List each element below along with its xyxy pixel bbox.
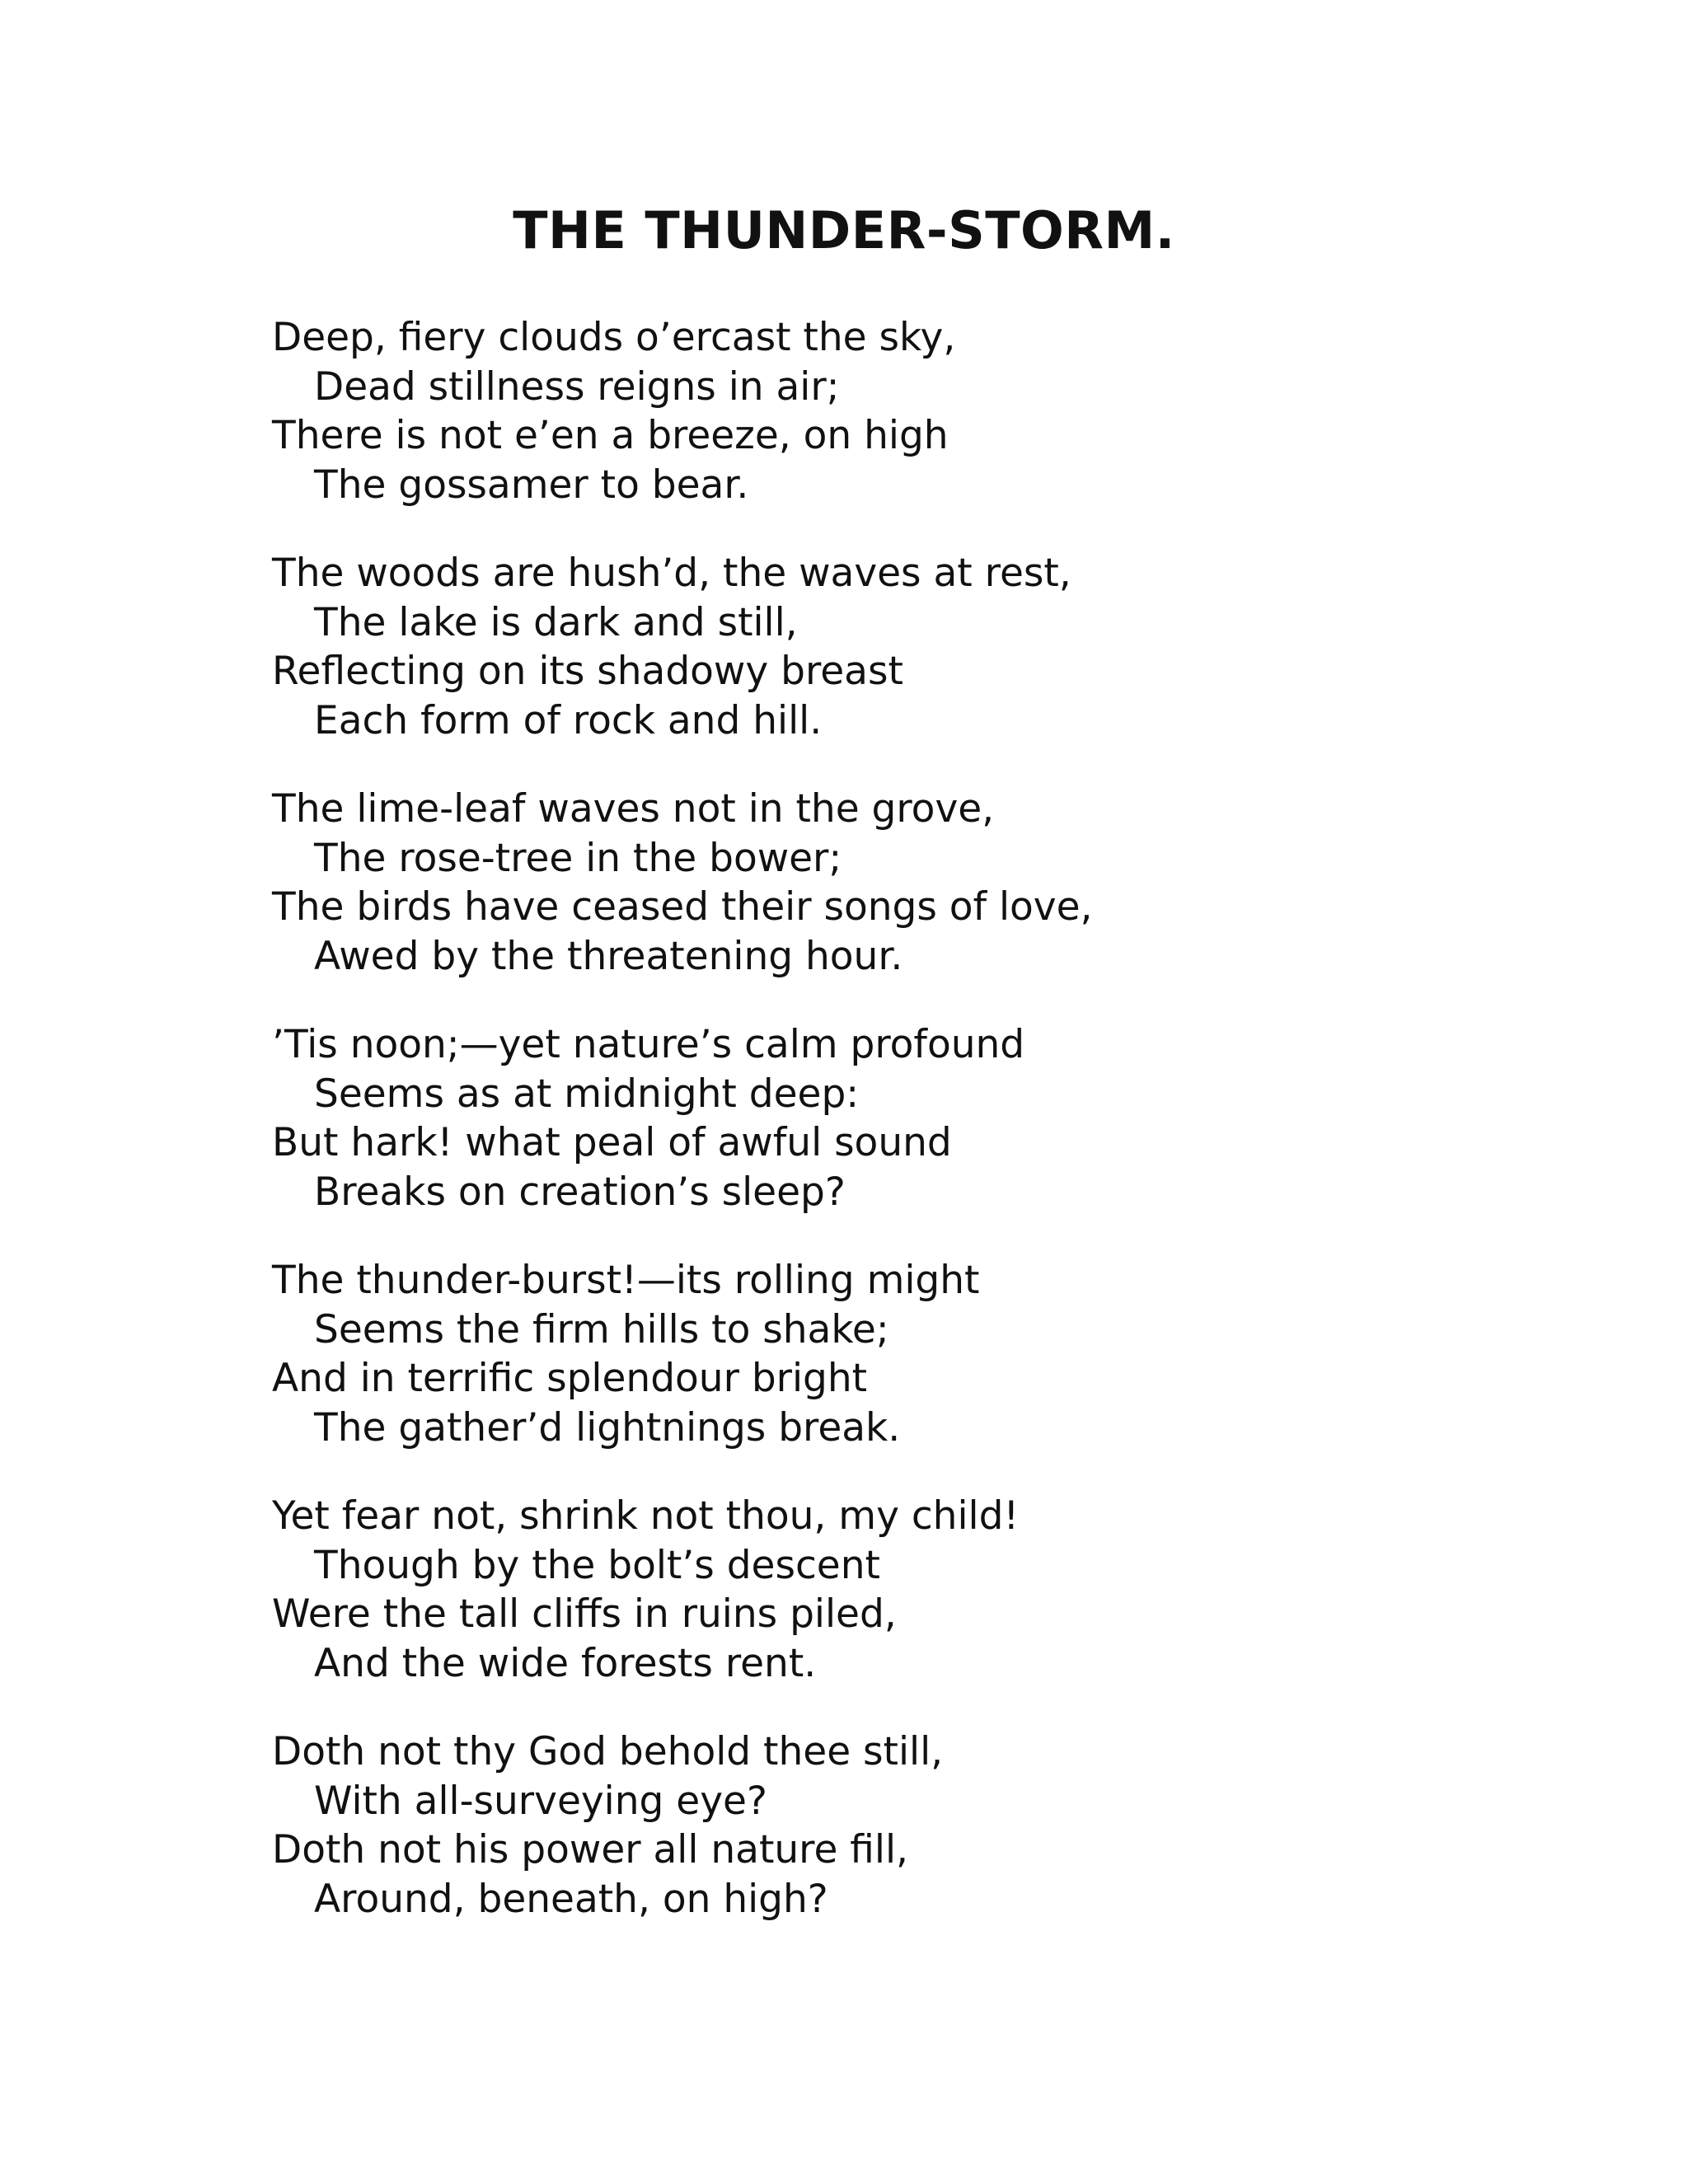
poem-line: Breaks on creation’s sleep? — [314, 1169, 846, 1215]
poem-line: And the wide forests rent. — [314, 1640, 817, 1686]
poem-line: Were the tall cliffs in ruins piled, — [272, 1591, 897, 1637]
poem-line: Doth not thy God behold thee still, — [272, 1729, 944, 1774]
poem-line: The rose-tree in the bower; — [314, 835, 842, 881]
poem-line: Doth not his power all nature fill, — [272, 1827, 908, 1872]
poem-line: There is not e’en a breeze, on high — [272, 413, 949, 458]
stanza-5 — [272, 1256, 1508, 1452]
stanza-6 — [272, 1492, 1508, 1688]
poem-line: But hark! what peal of awful sound — [272, 1120, 952, 1165]
poem-title: THE THUNDER-STORM. — [513, 200, 1175, 260]
stanza-3 — [272, 785, 1508, 981]
poem-line: ’Tis noon;—yet nature’s calm profound — [272, 1022, 1025, 1067]
poem-line: Seems as at midnight deep: — [314, 1071, 860, 1117]
poem-line: The birds have ceased their songs of love, — [272, 884, 1093, 930]
poem-line: And in terrific splendour bright — [272, 1356, 868, 1401]
poem-line: The lime-leaf waves not in the grove, — [272, 786, 995, 832]
poem-line: Reflecting on its shadowy breast — [272, 649, 903, 694]
poem-line: Seems the firm hills to shake; — [314, 1306, 889, 1352]
poem-line: The gossamer to bear. — [314, 462, 749, 508]
poem-line: The gather’d lightnings break. — [314, 1404, 901, 1451]
poem-body — [272, 313, 1508, 1963]
stanza-1 — [272, 313, 1508, 509]
poem-line: Deep, fiery clouds o’ercast the sky, — [272, 315, 956, 360]
poem-line: Awed by the threatening hour. — [314, 933, 903, 979]
stanza-2 — [272, 549, 1508, 745]
poem-line: The thunder-burst!—its rolling might — [272, 1258, 980, 1303]
poem-line: The woods are hush’d, the waves at rest, — [272, 551, 1071, 596]
stanza-4 — [272, 1020, 1508, 1216]
poem-line: Around, beneath, on high? — [314, 1876, 828, 1922]
poem-line: Yet fear not, shrink not thou, my child! — [272, 1493, 1020, 1539]
poem-line: Though by the bolt’s descent — [314, 1542, 880, 1588]
poem-line: With all-surveying eye? — [314, 1778, 767, 1824]
poem-line: The lake is dark and still, — [314, 599, 798, 645]
stanza-7 — [272, 1727, 1508, 1924]
poem-line: Dead stillness reigns in air; — [314, 363, 840, 410]
poem-line: Each form of rock and hill. — [314, 697, 823, 743]
